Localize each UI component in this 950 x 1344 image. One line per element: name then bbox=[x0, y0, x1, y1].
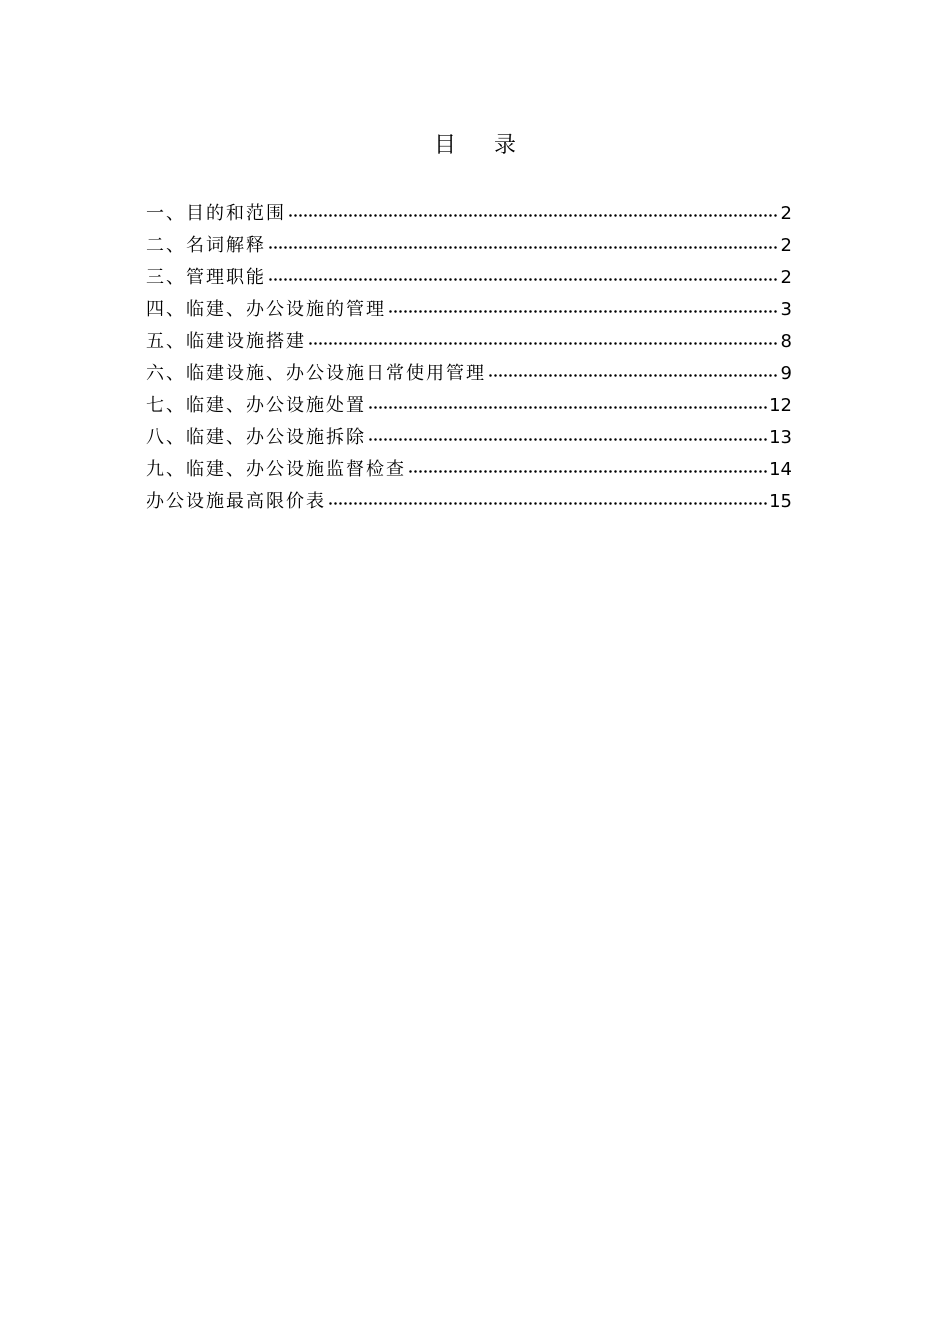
toc-entry-page: 14 bbox=[769, 459, 792, 480]
toc-entry[interactable] bbox=[146, 454, 792, 486]
toc-entry-page: 3 bbox=[780, 299, 792, 320]
toc-leader-dots bbox=[366, 422, 769, 454]
toc-leader-dots bbox=[306, 326, 781, 358]
toc-entry-label: 一、目的和范围 bbox=[146, 203, 286, 224]
toc-leader-dots bbox=[286, 198, 781, 230]
toc-entry-page: 13 bbox=[769, 427, 792, 448]
toc-entry-page: 2 bbox=[780, 203, 792, 224]
toc-leader-dots bbox=[366, 390, 769, 422]
toc-leader-dots bbox=[406, 454, 769, 486]
toc-entry-page: 15 bbox=[769, 491, 792, 512]
toc-title bbox=[0, 128, 950, 164]
toc-entry[interactable] bbox=[146, 422, 792, 454]
toc-entry[interactable] bbox=[146, 230, 792, 262]
toc-leader-dots bbox=[386, 294, 781, 326]
toc-entry-label: 八、临建、办公设施拆除 bbox=[146, 427, 366, 448]
toc-leader-dots bbox=[326, 486, 769, 518]
toc-entry-page: 2 bbox=[780, 235, 792, 256]
toc-entry-label: 五、临建设施搭建 bbox=[146, 331, 306, 352]
toc-entry-label: 七、临建、办公设施处置 bbox=[146, 395, 366, 416]
toc-entry-page: 8 bbox=[780, 331, 792, 352]
toc-title-left: 目 bbox=[433, 133, 456, 158]
toc-entry-label: 六、临建设施、办公设施日常使用管理 bbox=[146, 363, 486, 384]
toc-entry[interactable] bbox=[146, 198, 792, 230]
toc-entry-page: 12 bbox=[769, 395, 792, 416]
toc-leader-dots bbox=[266, 262, 781, 294]
toc-leader-dots bbox=[486, 358, 781, 390]
toc-entry-label: 四、临建、办公设施的管理 bbox=[146, 299, 386, 320]
toc-entry-label: 九、临建、办公设施监督检查 bbox=[146, 459, 406, 480]
toc-entry[interactable] bbox=[146, 294, 792, 326]
toc-entry-label: 办公设施最高限价表 bbox=[146, 491, 326, 512]
toc-entry[interactable] bbox=[146, 486, 792, 518]
toc-entry-label: 三、管理职能 bbox=[146, 267, 266, 288]
toc-leader-dots bbox=[266, 230, 781, 262]
toc-entry-page: 9 bbox=[780, 363, 792, 384]
toc-entry-page: 2 bbox=[780, 267, 792, 288]
toc-entry[interactable] bbox=[146, 326, 792, 358]
toc-entry[interactable] bbox=[146, 262, 792, 294]
toc-entry[interactable] bbox=[146, 390, 792, 422]
toc-title-right: 录 bbox=[494, 133, 517, 158]
toc-entry-label: 二、名词解释 bbox=[146, 235, 266, 256]
toc-list bbox=[146, 198, 792, 518]
toc-entry[interactable] bbox=[146, 358, 792, 390]
